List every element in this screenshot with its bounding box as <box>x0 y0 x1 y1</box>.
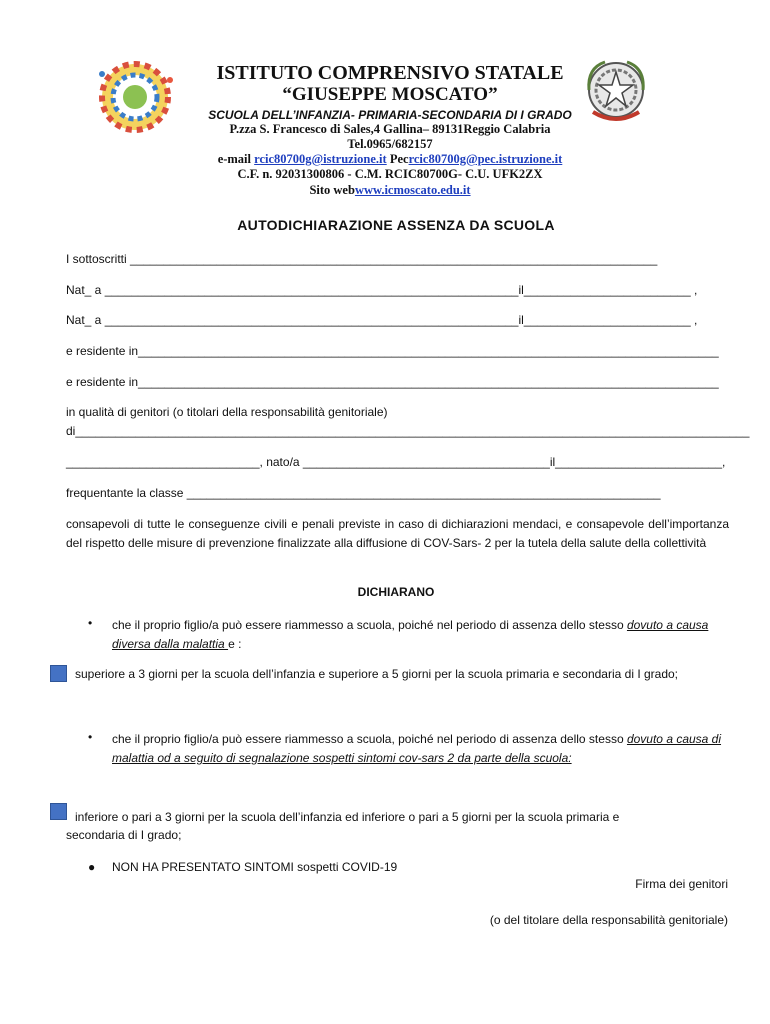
bullet-2-underlined: dovuto a causa di malattia od a seguito di segnalazione sospetti sintomi cov-sars 2 da parte della scuola: <box>112 732 722 765</box>
bullet-1-text: che il proprio figlio/a può essere riammesso a scuola, poiché nel periodo di assenza dello stesso <box>112 618 627 632</box>
website-link[interactable]: www.icmoscato.edu.it <box>354 183 471 197</box>
option-2-label-line-1: inferiore o pari a 3 giorni per la scuola dell’infanzia ed inferiore o pari a 5 giorni per la scuola primaria e <box>75 810 620 824</box>
bullet-item-3: NON HA PRESENTATO SINTOMI sospetti COVID-19 <box>112 860 398 874</box>
bullet-icon: • <box>88 616 93 630</box>
option-1-label: superiore a 3 giorni per la scuola dell’infanzia e superiore a 5 giorni per la scuola primaria e secondaria di I grado; <box>75 667 679 681</box>
field-residence-1[interactable]: e residente in_______________________________________________________________________________________ <box>66 344 719 358</box>
field-child-birth[interactable]: _____________________________, nato/a _____________________________________il_________________________, <box>66 455 726 469</box>
school-logo-icon <box>92 60 178 134</box>
checkbox-option-2[interactable] <box>50 803 67 820</box>
field-residence-2[interactable]: e residente in_______________________________________________________________________________________ <box>66 375 719 389</box>
signature-sub-label: (o del titolare della responsabilità genitoriale) <box>489 913 728 927</box>
document-title: AUTODICHIARAZIONE ASSENZA DA SCUOLA <box>237 217 555 233</box>
pec-link[interactable]: rcic80700g@pec.istruzione.it <box>408 152 563 166</box>
qualita-text: in qualità di genitori (o titolari della responsabilità genitoriale) <box>66 405 388 419</box>
bullet-2-text: che il proprio figlio/a può essere riammesso a scuola, poiché nel periodo di assenza dello stesso <box>112 732 627 746</box>
bullet-icon: • <box>88 730 93 744</box>
school-codes: C.F. n. 92031300806 - C.M. RCIC80700G- C.U. UFK2ZX <box>237 167 543 181</box>
bullet-icon: ● <box>88 860 96 874</box>
email-link[interactable]: rcic80700g@istruzione.it <box>254 152 387 166</box>
field-sottoscritti[interactable]: I sottoscritti _______________________________________________________________________________ <box>66 252 658 266</box>
italian-republic-emblem-icon <box>583 54 649 128</box>
school-address: P.zza S. Francesco di Sales,4 Gallina– 89131Reggio Calabria <box>229 122 551 136</box>
field-child-name[interactable]: di_____________________________________________________________________________________________________ <box>66 424 750 438</box>
dichiarano-heading: DICHIARANO <box>357 585 435 599</box>
school-website <box>190 183 590 198</box>
school-contacts <box>190 152 590 167</box>
email-label: e-mail <box>217 152 255 166</box>
school-name: “GIUSEPPE MOSCATO” <box>282 84 498 105</box>
pec-label: Pec <box>386 152 409 166</box>
bullet-item-1 <box>112 616 722 654</box>
field-birth-2[interactable]: Nat_ a ______________________________________________________________il_________________________ , <box>66 313 698 327</box>
field-birth-1[interactable]: Nat_ a ______________________________________________________________il_________________________ , <box>66 283 698 297</box>
school-phone: Tel.0965/682157 <box>347 137 433 151</box>
school-levels: SCUOLA DELL’INFANZIA- PRIMARIA-SECONDARIA DI I GRADO <box>208 108 572 122</box>
bullet-1-tail: e : <box>228 637 242 651</box>
option-2-label-line-2: secondaria di I grado; <box>66 828 182 842</box>
signature-label: Firma dei genitori <box>635 877 728 891</box>
website-label: Sito web <box>309 183 355 197</box>
consapevoli-paragraph: consapevoli di tutte le conseguenze civili e penali previste in caso di dichiarazioni mendaci, e consapevole dell’importanza del rispetto delle misure di prevenzione finalizzate alla diffusione di COV-Sars- 2 per la tutela della salute della collettività <box>66 517 729 550</box>
field-class[interactable]: frequentante la classe _______________________________________________________________________ <box>66 486 661 500</box>
checkbox-option-1[interactable] <box>50 665 67 682</box>
bullet-1-underlined: dovuto a causa diversa dalla malattia <box>112 618 709 651</box>
bullet-item-2 <box>112 730 722 768</box>
school-type: ISTITUTO COMPRENSIVO STATALE <box>216 62 564 84</box>
